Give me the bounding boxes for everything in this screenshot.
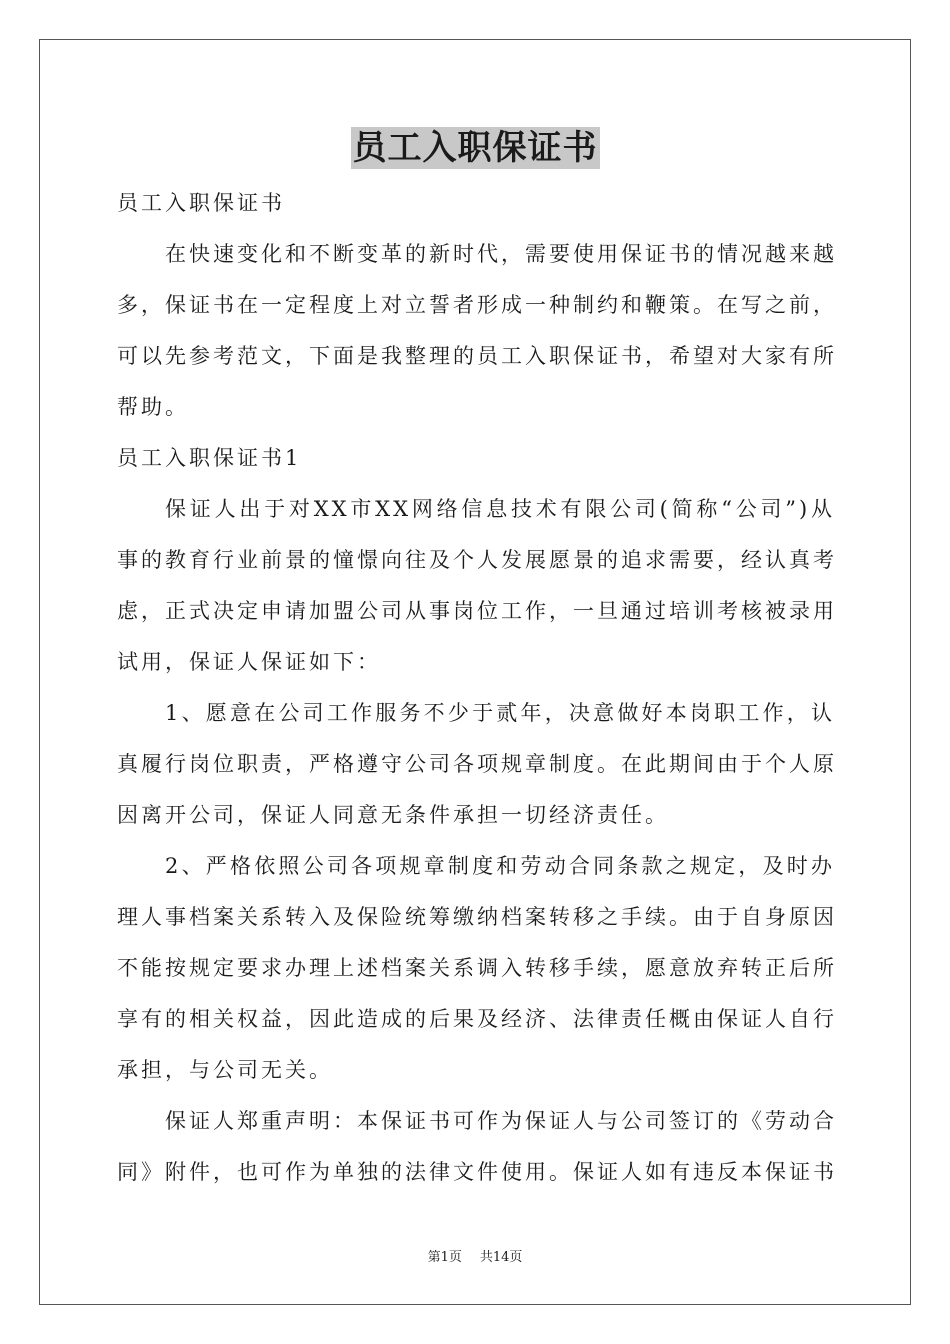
paragraph-line: 2、严格依照公司各项规章制度和劳动合同条款之规定，及时办 bbox=[165, 854, 835, 878]
paragraph-line: 在快速变化和不断变革的新时代，需要使用保证书的情况越来越 bbox=[165, 242, 837, 266]
title-container bbox=[0, 127, 950, 169]
paragraph-line: 理人事档案关系转入及保险统筹缴纳档案转移之手续。由于自身原因 bbox=[117, 905, 837, 929]
paragraph-line: 保证人出于对XX市XX网络信息技术有限公司(简称“公司”)从 bbox=[165, 497, 835, 521]
paragraph-line: 不能按规定要求办理上述档案关系调入转移手续，愿意放弃转正后所 bbox=[117, 956, 837, 980]
paragraph-line: 享有的相关权益，因此造成的后果及经济、法律责任概由保证人自行 bbox=[117, 1007, 837, 1031]
page-total: 共14页 bbox=[479, 1250, 523, 1265]
document-body bbox=[117, 178, 835, 1198]
paragraph-line: 试用，保证人保证如下： bbox=[117, 650, 381, 674]
paragraph-line: 帮助。 bbox=[117, 395, 189, 419]
paragraph-line: 同》附件，也可作为单独的法律文件使用。保证人如有违反本保证书 bbox=[117, 1160, 837, 1184]
paragraph-line: 可以先参考范文，下面是我整理的员工入职保证书，希望对大家有所 bbox=[117, 344, 837, 368]
document-title: 员工入职保证书 bbox=[352, 128, 598, 168]
paragraph-line: 因离开公司，保证人同意无条件承担一切经济责任。 bbox=[117, 803, 669, 827]
section-heading: 员工入职保证书 bbox=[117, 191, 285, 215]
paragraph-line: 1、愿意在公司工作服务不少于贰年，决意做好本岗职工作，认 bbox=[165, 701, 835, 725]
paragraph-line: 多，保证书在一定程度上对立誓者形成一种制约和鞭策。在写之前， bbox=[117, 293, 837, 317]
paragraph-line: 事的教育行业前景的憧憬向往及个人发展愿景的追求需要，经认真考 bbox=[117, 548, 837, 572]
section-heading: 员工入职保证书1 bbox=[117, 446, 302, 470]
paragraph-line: 真履行岗位职责，严格遵守公司各项规章制度。在此期间由于个人原 bbox=[117, 752, 837, 776]
page-number: 第1页 bbox=[427, 1250, 462, 1265]
paragraph-line: 保证人郑重声明：本保证书可作为保证人与公司签订的《劳动合 bbox=[165, 1109, 837, 1133]
page-footer bbox=[0, 1248, 950, 1268]
paragraph-line: 虑，正式决定申请加盟公司从事岗位工作，一旦通过培训考核被录用 bbox=[117, 599, 837, 623]
paragraph-line: 承担，与公司无关。 bbox=[117, 1058, 333, 1082]
